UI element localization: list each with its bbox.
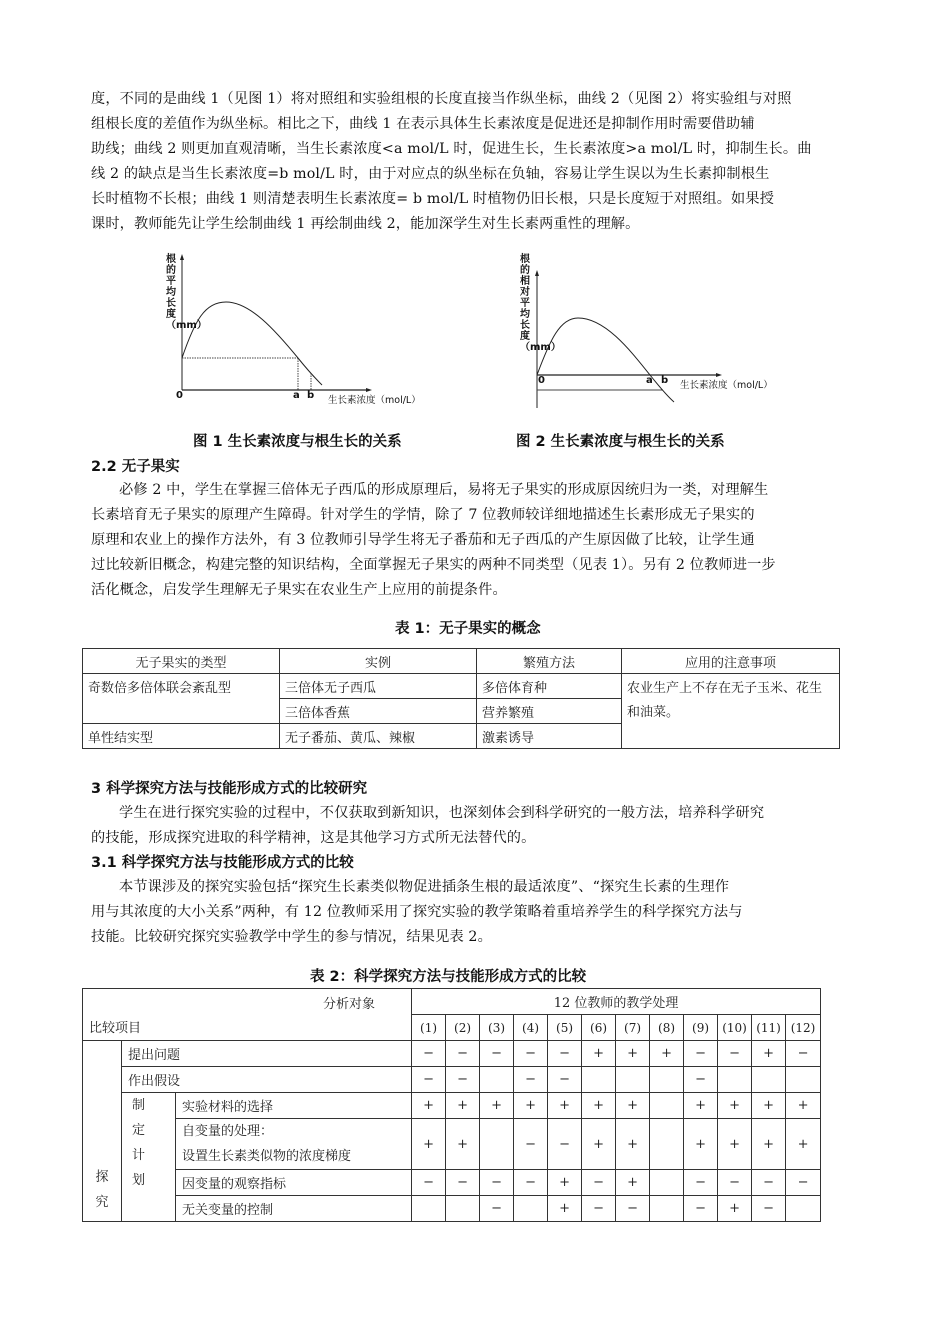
table-row: [83, 1067, 821, 1093]
value-cell: −: [684, 1067, 718, 1093]
column-header: 应用的注意事项: [622, 649, 840, 674]
column-header: 无子果实的类型: [83, 649, 280, 674]
figure-2-caption: 图 2 生长素浓度与根生长的关系: [516, 434, 725, 450]
value-cell: +: [548, 1093, 582, 1119]
row-label-line: 设置生长素类似物的浓度梯度: [182, 1149, 352, 1164]
value-cell: −: [548, 1119, 582, 1170]
value-cell: −: [446, 1067, 480, 1093]
value-cell: [412, 1196, 446, 1222]
value-cell: −: [514, 1119, 548, 1170]
value-cell: +: [752, 1093, 786, 1119]
note-cell: 农业生产上不存在无子玉米、花生和油菜。: [622, 674, 840, 749]
table-2-title: 表 2：科学探究方法与技能形成方式的比较: [310, 969, 587, 985]
value-cell: +: [616, 1170, 650, 1196]
figure-1-caption: 图 1 生长素浓度与根生长的关系: [193, 434, 402, 450]
value-cell: +: [616, 1119, 650, 1170]
value-cell: −: [446, 1041, 480, 1067]
row-label-line: 自变量的处理：: [182, 1124, 274, 1139]
value-cell: +: [582, 1119, 616, 1170]
value-cell: −: [752, 1170, 786, 1196]
value-cell: −: [514, 1041, 548, 1067]
value-cell: +: [548, 1170, 582, 1196]
figure-2: [510, 250, 790, 415]
value-cell: [650, 1196, 684, 1222]
category-char: 探: [95, 1170, 109, 1185]
corner-header: [83, 989, 412, 1041]
text-line: 本节课涉及的探究实验包括“探究生长素类似物促进插条生根的最适浓度”、“探究生长素的生理作: [119, 879, 730, 895]
tick-a: a: [293, 390, 300, 401]
example-cell: 三倍体无子西瓜: [280, 674, 477, 699]
value-cell: −: [480, 1170, 514, 1196]
value-cell: +: [412, 1093, 446, 1119]
method-cell: 营养繁殖: [477, 699, 622, 724]
tick-b: b: [307, 390, 315, 401]
value-cell: +: [718, 1196, 752, 1222]
text-line: 助线；曲线 2 则更加直观清晰，当生长素浓度<a mol/L 时，促进生长，生长素浓度>a mol/L 时，抑制生长。曲: [91, 141, 812, 157]
text-line: 长素培育无子果实的原理产生障碍。针对学生的学情，除了 7 位教师较详细地描述生长素形成无子果实的: [91, 507, 755, 523]
origin-label: 0: [538, 375, 545, 386]
table-1-title: 表 1：无子果实的概念: [395, 621, 541, 637]
value-cell: −: [718, 1041, 752, 1067]
x-axis-label: 生长素浓度（mol/L）: [680, 380, 773, 391]
section-3-heading: 3 科学探究方法与技能形成方式的比较研究: [91, 781, 368, 797]
type-cell: 单性结实型: [83, 724, 280, 749]
teacher-column-header: (5): [548, 1015, 582, 1041]
value-cell: −: [684, 1196, 718, 1222]
subcategory-char: 划: [132, 1173, 146, 1188]
teacher-column-header: (3): [480, 1015, 514, 1041]
value-cell: −: [514, 1067, 548, 1093]
teacher-column-header: (1): [412, 1015, 446, 1041]
teacher-column-header: (7): [616, 1015, 650, 1041]
figure-1: [150, 250, 440, 410]
text-line: 的技能，形成探究进取的科学精神，这是其他学习方式所无法替代的。: [91, 830, 536, 846]
value-cell: [752, 1067, 786, 1093]
section-3-1-heading: 3.1 科学探究方法与技能形成方式的比较: [91, 855, 354, 871]
text-line: 技能。比较研究探究实验教学中学生的参与情况，结果见表 2。: [91, 929, 492, 945]
x-axis-label: 生长素浓度（mol/L）: [328, 395, 421, 406]
value-cell: −: [718, 1170, 752, 1196]
value-cell: −: [514, 1170, 548, 1196]
value-cell: −: [412, 1041, 446, 1067]
value-cell: −: [786, 1170, 821, 1196]
value-cell: [650, 1170, 684, 1196]
table-row: [83, 1041, 821, 1067]
value-cell: +: [514, 1093, 548, 1119]
subcategory-char: 制: [132, 1098, 146, 1113]
value-cell: [616, 1067, 650, 1093]
value-cell: −: [582, 1170, 616, 1196]
value-cell: −: [412, 1170, 446, 1196]
method-cell: 多倍体育种: [477, 674, 622, 699]
method-cell: 激素诱导: [477, 724, 622, 749]
row-label: [176, 1119, 412, 1170]
text-line: 必修 2 中，学生在掌握三倍体无子西瓜的形成原理后，易将无子果实的形成原因统归为一类，对理解生: [119, 482, 769, 498]
value-cell: +: [684, 1119, 718, 1170]
teacher-column-header: (4): [514, 1015, 548, 1041]
category-char: 究: [95, 1195, 109, 1210]
section-3-1-paragraph: [91, 875, 859, 950]
section-2-2-heading: 2.2 无子果实: [91, 459, 180, 475]
example-cell: 无子番茄、黄瓜、辣椒: [280, 724, 477, 749]
value-cell: [650, 1119, 684, 1170]
value-cell: [786, 1067, 821, 1093]
table-header-row: [83, 989, 821, 1015]
value-cell: +: [684, 1093, 718, 1119]
section-3-paragraph: [91, 801, 859, 851]
column-header: 繁殖方法: [477, 649, 622, 674]
value-cell: −: [480, 1196, 514, 1222]
value-cell: −: [446, 1170, 480, 1196]
text-line: 活化概念，启发学生理解无子果实在农业生产上应用的前提条件。: [91, 582, 507, 598]
value-cell: −: [582, 1196, 616, 1222]
value-cell: −: [412, 1067, 446, 1093]
value-cell: −: [684, 1170, 718, 1196]
teachers-group-header: 12 位教师的教学处理: [412, 989, 821, 1015]
row-label: 无关变量的控制: [176, 1196, 412, 1222]
row-label: 提出问题: [122, 1041, 412, 1067]
table-header-row: [83, 649, 840, 674]
subcategory-char: 定: [132, 1123, 146, 1138]
subcategory-cell: [122, 1093, 176, 1222]
value-cell: −: [616, 1196, 650, 1222]
teacher-column-header: (10): [718, 1015, 752, 1041]
value-cell: +: [446, 1093, 480, 1119]
comparison-item-label: 比较项目: [89, 1021, 142, 1036]
value-cell: [650, 1093, 684, 1119]
value-cell: +: [548, 1196, 582, 1222]
value-cell: +: [650, 1041, 684, 1067]
text-line: 长时植物不长根；曲线 1 则清楚表明生长素浓度= b mol/L 时植物仍旧长根，只是长度短于对照组。如果授: [91, 191, 775, 207]
value-cell: +: [616, 1093, 650, 1119]
value-cell: [582, 1067, 616, 1093]
value-cell: +: [718, 1119, 752, 1170]
value-cell: +: [786, 1093, 821, 1119]
y-axis-label: 根的相对平均长度（mm）: [520, 254, 561, 353]
intro-paragraph: [91, 87, 859, 237]
value-cell: [718, 1067, 752, 1093]
value-cell: +: [752, 1041, 786, 1067]
value-cell: +: [786, 1119, 821, 1170]
row-label: 因变量的观察指标: [176, 1170, 412, 1196]
value-cell: +: [446, 1119, 480, 1170]
text-line: 用与其浓度的大小关系”两种，有 12 位教师采用了探究实验的教学策略着重培养学生的科学探究方法与: [91, 904, 743, 920]
teacher-column-header: (11): [752, 1015, 786, 1041]
category-cell: [83, 1041, 122, 1222]
value-cell: +: [616, 1041, 650, 1067]
row-label: 实验材料的选择: [176, 1093, 412, 1119]
teacher-column-header: (9): [684, 1015, 718, 1041]
tick-b: b: [661, 375, 669, 386]
analysis-target-label: 分析对象: [323, 997, 376, 1012]
value-cell: +: [752, 1119, 786, 1170]
text-line: 组根长度的差值作为纵坐标。相比之下，曲线 1 在表示具体生长素浓度是促进还是抑制作用时需要借助辅: [91, 116, 755, 132]
table-1: [82, 648, 840, 749]
value-cell: +: [718, 1093, 752, 1119]
table-row: [83, 1170, 821, 1196]
value-cell: −: [752, 1196, 786, 1222]
teacher-column-header: (8): [650, 1015, 684, 1041]
value-cell: +: [582, 1093, 616, 1119]
value-cell: [786, 1196, 821, 1222]
table-row: [83, 674, 840, 699]
text-line: 线 2 的缺点是当生长素浓度=b mol/L 时，由于对应点的纵坐标在负轴，容易让学生误以为生长素抑制根生: [91, 166, 770, 182]
example-cell: 三倍体香蕉: [280, 699, 477, 724]
value-cell: −: [548, 1067, 582, 1093]
value-cell: +: [582, 1041, 616, 1067]
value-cell: [446, 1196, 480, 1222]
text-line: 课时，教师能先让学生绘制曲线 1 再绘制曲线 2，能加深学生对生长素两重性的理解。: [91, 216, 640, 232]
value-cell: −: [684, 1041, 718, 1067]
table-row: [83, 1093, 821, 1119]
value-cell: [480, 1119, 514, 1170]
table-row: [83, 1119, 821, 1170]
teacher-column-header: (6): [582, 1015, 616, 1041]
value-cell: [514, 1196, 548, 1222]
teacher-column-header: (12): [786, 1015, 821, 1041]
origin-label: 0: [176, 390, 183, 401]
table-row: [83, 1196, 821, 1222]
text-line: 原理和农业上的操作方法外，有 3 位教师引导学生将无子番茄和无子西瓜的产生原因做了比较，让学生通: [91, 532, 755, 548]
column-header: 实例: [280, 649, 477, 674]
type-cell: 奇数倍多倍体联会紊乱型: [83, 674, 280, 724]
row-label: 作出假设: [122, 1067, 412, 1093]
text-line: 过比较新旧概念，构建完整的知识结构，全面掌握无子果实的两种不同类型（见表 1）。另有 2 位教师进一步: [91, 557, 776, 573]
text-line: 学生在进行探究实验的过程中，不仅获取到新知识，也深刻体会到科学研究的一般方法，培养科学研究: [119, 805, 765, 821]
value-cell: [650, 1067, 684, 1093]
table-2: [82, 988, 821, 1222]
y-axis-label: 根的平均长度（mm）: [166, 254, 207, 331]
text-line: 度，不同的是曲线 1（见图 1）将对照组和实验组根的长度直接当作纵坐标，曲线 2（见图 2）将实验组与对照: [91, 91, 792, 107]
teacher-column-header: (2): [446, 1015, 480, 1041]
value-cell: +: [412, 1119, 446, 1170]
value-cell: [480, 1067, 514, 1093]
subcategory-char: 计: [132, 1148, 146, 1163]
section-2-2-paragraph: [91, 478, 859, 603]
value-cell: +: [480, 1093, 514, 1119]
value-cell: −: [786, 1041, 821, 1067]
value-cell: −: [480, 1041, 514, 1067]
tick-a: a: [646, 375, 653, 386]
value-cell: −: [548, 1041, 582, 1067]
